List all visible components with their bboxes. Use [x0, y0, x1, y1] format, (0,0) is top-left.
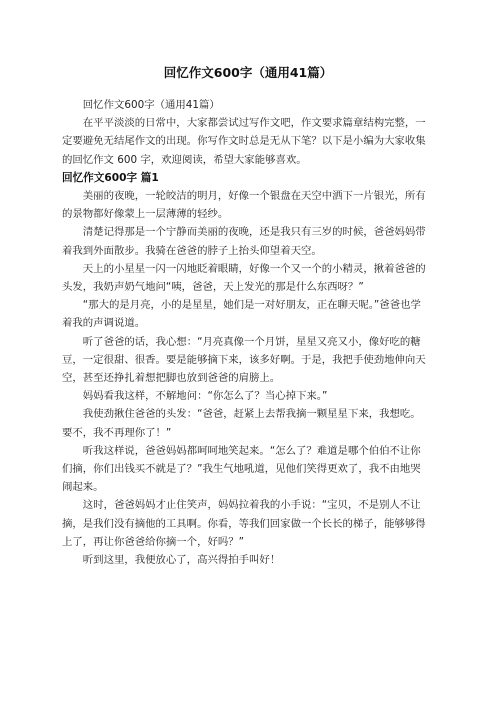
document-subtitle: 回忆作文600字（通用41篇）: [82, 99, 220, 111]
paragraph: 我使劲揪住爸爸的头发：“爸爸，赶紧上去帮我摘一颗星星下来，我想吃。要不，我不再理你了！”: [62, 408, 421, 439]
paragraph: 听到这里，我便放心了，高兴得拍手叫好！: [82, 554, 281, 567]
paragraph: 美丽的夜晚，一轮皎洁的明月，好像一个银盘在天空中洒下一片银光，所有的景物都好像蒙上一层薄薄的轻纱。: [62, 190, 426, 221]
intro-paragraph: 在平平淡淡的日常中，大家都尝试过写作文吧，作文要求篇章结构完整，一定要避免无结尾作文的出现。你写作文时总是无从下笔？以下是小编为大家收集的回忆作文 600 字，欢迎阅读，希望大家能够喜欢。: [62, 117, 426, 166]
document-title: 回忆作文600字（通用41篇）: [163, 65, 333, 80]
paragraph: 这时，爸爸妈妈才止住笑声，妈妈拉着我的小手说：“宝贝，不是别人不让摘，是我们没有摘他的工具啊。你看，等我们回家做一个长长的梯子，能够够得上了，再让你爸爸给你摘一个，好吗？”: [62, 499, 426, 548]
paragraph: 清楚记得那是一个宁静而美丽的夜晚，还是我只有三岁的时候，爸爸妈妈带着我到外面散步。我骑在爸爸的脖子上抬头仰望着天空。: [62, 226, 426, 257]
paragraph: 妈妈看我这样，不解地问：“你怎么了？当心掉下来。”: [82, 390, 328, 403]
section-heading: 回忆作文600字 篇1: [62, 171, 159, 184]
paragraph: 天上的小星星一闪一闪地眨着眼睛，好像一个又一个的小精灵，揪着爸爸的头发，我奶声奶气地问“咦，爸爸，天上发光的那是什么东西呀？”: [62, 262, 426, 294]
paragraph: 听我这样说，爸爸妈妈都呵呵地笑起来。“怎么了？难道是哪个伯伯不让你们摘，你们出钱买不就是了？”我生气地吼道，见他们笑得更欢了，我不由地哭闹起来。: [62, 444, 421, 494]
paragraph: 听了爸爸的话，我心想：“月亮真像一个月饼，星星又亮又小，像好吃的糖豆，一定很甜、很香。要是能够摘下来，该多好啊。于是，我把手使劲地伸向天空，甚至还挣扎着想把脚也放到爸爸的肩膀上。: [62, 335, 426, 385]
paragraph: “那大的是月亮，小的是星星，她们是一对好朋友，正在聊天呢。”爸爸也学着我的声调说道。: [62, 299, 421, 330]
document-body: [62, 96, 430, 569]
